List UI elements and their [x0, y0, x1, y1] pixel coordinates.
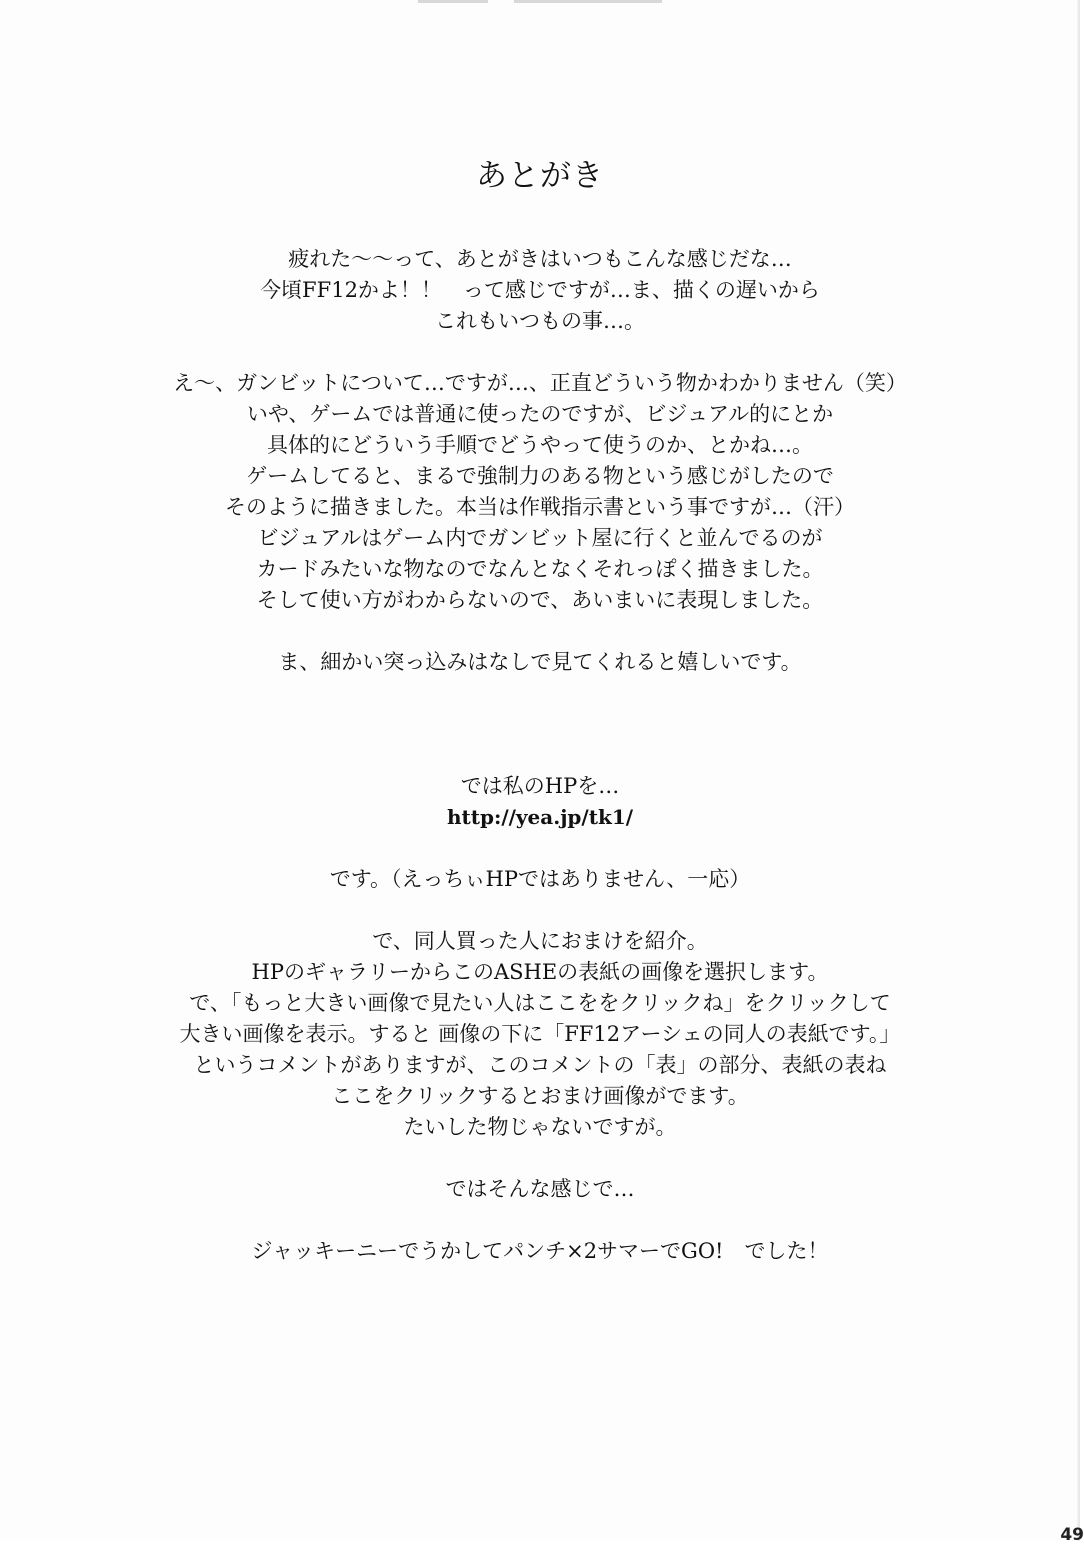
text-line: そのように描きました。本当は作戦指示書という事ですが…（汗） [225, 495, 855, 519]
paragraph-closing [0, 1174, 1080, 1205]
text-line: で、同人買った人におまけを紹介。 [372, 929, 708, 953]
signoff-line: ジャッキーニーでうかしてパンチ×2サマーでGO! でした！ [251, 1239, 829, 1263]
text-line: 今頃FF12かよ！！ って感じですが…ま、描くの遅いから [260, 278, 820, 302]
text-line: いや、ゲームでは普通に使ったのですが、ビジュアル的にとか [246, 402, 834, 426]
text-line: 具体的にどういう手順でどうやって使うのか、とかね…。 [267, 433, 813, 457]
paragraph-note [0, 647, 1080, 678]
text-line: たいした物じゃないですが。 [403, 1115, 677, 1139]
text-line: え〜、ガンビットについて…ですが…、正直どういう物かわかりません（笑） [173, 371, 907, 395]
text-line: 疲れた〜〜って、あとがきはいつもこんな感じだな… [288, 247, 792, 271]
homepage-url: http://yea.jp/tk1/ [446, 805, 634, 829]
hp-note: です。（えっちぃHPではありません、一応） [329, 867, 751, 891]
text-line: そして使い方がわからないので、あいまいに表現しました。 [256, 588, 824, 612]
text-line: カードみたいな物なのでなんとなくそれっぽく描きました。 [256, 557, 824, 581]
paragraph-bonus [0, 926, 1080, 1143]
top-scan-marks [418, 0, 662, 4]
page-number: 49 [1060, 1525, 1084, 1545]
paragraph-hp-note [0, 864, 1080, 895]
paragraph-gambit [0, 368, 1080, 616]
text-line: ま、細かい突っ込みはなしで見てくれると嬉しいです。 [278, 650, 802, 674]
text-line: ビジュアルはゲーム内でガンビット屋に行くと並んでるのが [257, 526, 823, 550]
text-line: というコメントがありますが、このコメントの「表」の部分、表紙の表ね [193, 1053, 887, 1077]
paragraph-intro [0, 244, 1080, 337]
text-line: HPのギャラリーからこのASHEの表紙の画像を選択します。 [251, 960, 829, 984]
text-line: ゲームしてると、まるで強制力のある物という感じがしたので [246, 464, 834, 488]
text-line: で、「もっと大きい画像で見たい人はここををクリックね」をクリックして [189, 991, 891, 1015]
text-line: これもいつもの事…。 [435, 309, 645, 333]
hp-intro: では私のHPを… [460, 774, 620, 798]
text-line: 大きい画像を表示。すると 画像の下に「FF12アーシェの同人の表紙です。」 [179, 1022, 901, 1046]
paragraph-signoff [0, 1236, 1080, 1267]
text-line: ここをクリックするとおまけ画像がでます。 [331, 1084, 749, 1108]
page-title: あとがき [476, 158, 604, 194]
closing-line: ではそんな感じで… [445, 1177, 635, 1201]
paragraph-homepage [0, 771, 1080, 833]
